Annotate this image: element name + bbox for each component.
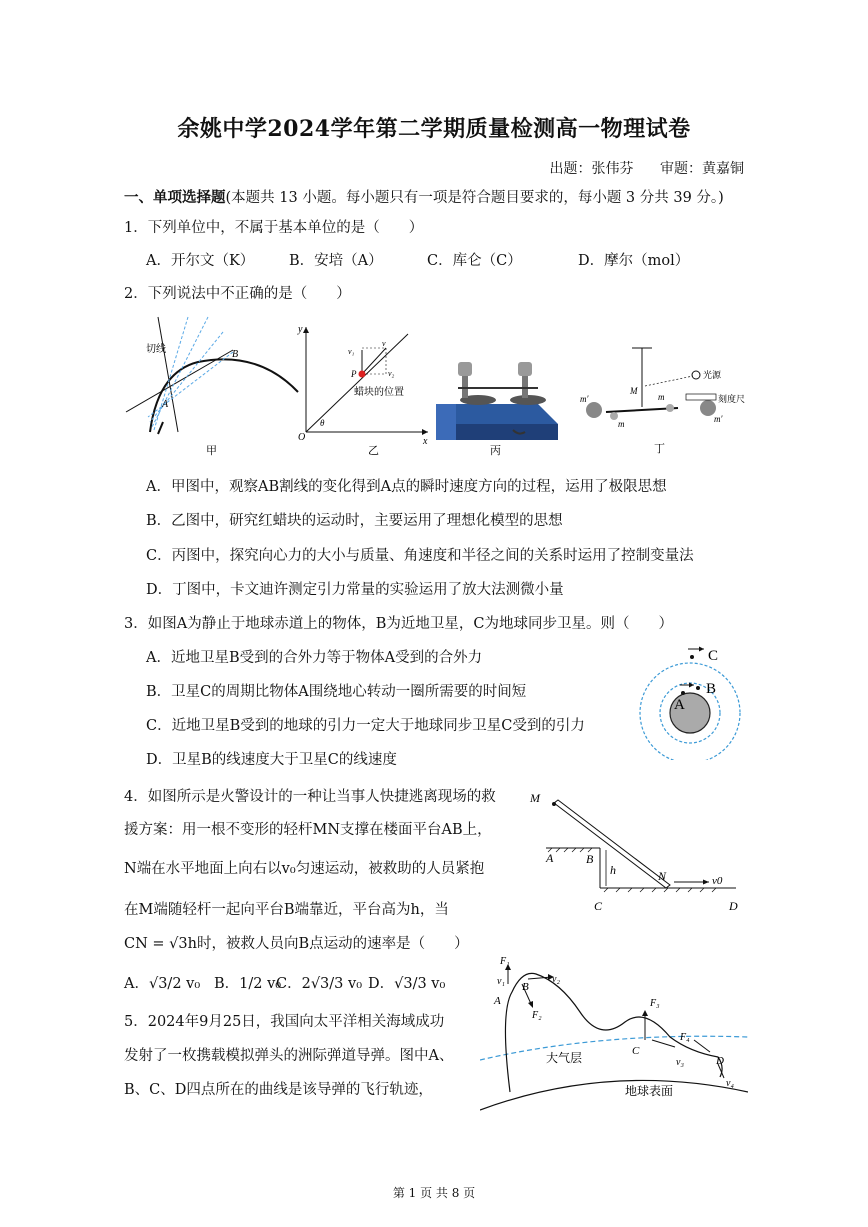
svg-text:B: B: [522, 981, 529, 993]
svg-text:F₃: F₃: [650, 998, 660, 1009]
author: 出题：张伟芬: [549, 161, 634, 177]
fig4-B: B: [586, 852, 594, 866]
q3-option-a: A．近地卫星B受到的合外力等于物体A受到的合外力: [146, 650, 483, 666]
q1-option-d: D．摩尔（mol）: [578, 253, 690, 269]
svg-text:A: A: [494, 995, 501, 1007]
svg-text:v₂: v₂: [388, 369, 395, 378]
q3-stem: 3．如图A为静止于地球赤道上的物体，B为近地卫星，C为地球同步卫星。则（ ）: [124, 616, 673, 632]
section-heading: [124, 186, 724, 207]
fig4-C: C: [594, 899, 603, 913]
figure-bing: [436, 362, 558, 457]
q1-option-c: C．库仑（C）: [427, 253, 522, 269]
fig4-M: M: [530, 791, 540, 805]
q4-option-b: B．1/2 v₀: [214, 976, 282, 992]
q2-option-a: A．甲图中，观察AB割线的变化得到A点的瞬时速度方向的过程，运用了极限思想: [146, 479, 667, 495]
fig4-A: A: [546, 851, 554, 865]
svg-text:v₄: v₄: [726, 1078, 734, 1089]
q3-option-c: C．近地卫星B受到的地球的引力一定大于地球同步卫星C受到的引力: [146, 718, 585, 734]
figure-ding: [580, 348, 745, 455]
label-jia: 甲: [206, 445, 217, 457]
figure-yi: [297, 324, 428, 457]
svg-text:y: y: [298, 324, 303, 335]
svg-text:B: B: [232, 349, 239, 360]
fig-label-b: B: [706, 681, 717, 697]
label-kedu: 刻度尺: [718, 394, 746, 404]
q2-option-b: B．乙图中，研究红蜡块的运动时，主要运用了理想化模型的思想: [146, 513, 563, 529]
svg-text:v₂: v₂: [552, 974, 560, 985]
svg-text:x: x: [423, 436, 428, 447]
fig4-D: D: [729, 899, 738, 913]
fig4-h: h: [610, 863, 616, 877]
fig-label-a: A: [674, 697, 685, 713]
label-laz: 蜡块的位置: [354, 387, 404, 398]
q3-orbit-figure: [630, 640, 750, 760]
q2-stem: 2．下列说法中不正确的是（ ）: [124, 286, 351, 302]
q4-option-a: A．√3/2 v₀: [124, 976, 201, 992]
svg-text:v₁: v₁: [497, 976, 505, 987]
page-footer: 第 1 页 共 8 页: [392, 1186, 476, 1200]
svg-text:v: v: [382, 339, 386, 348]
q4-line4: 在M端随轻杆一起向平台B端靠近，平台高为h，当: [124, 902, 449, 918]
q4-line5: CN = √3h时，被救人员向B点运动的速率是（ ）: [124, 936, 469, 952]
svg-text:m: m: [618, 419, 625, 429]
q1-option-a: A．开尔文（K）: [146, 253, 255, 269]
fig5-atmosphere: 大气层: [546, 1051, 583, 1065]
q1-option-b: B．安培（A）: [289, 253, 383, 269]
label-yi: 乙: [368, 445, 379, 457]
q3-option-d: D．卫星B的线速度大于卫星C的线速度: [146, 752, 397, 768]
svg-text:m′: m′: [580, 394, 589, 404]
section-note: (本题共 13 小题。每小题只有一项是符合题目要求的，每小题 3 分共 39 分。): [225, 190, 724, 206]
q4-line1: 4．如图所示是火警设计的一种让当事人快捷逃离现场的救: [124, 789, 496, 805]
q2-option-d: D．丁图中，卡文迪许测定引力常量的实验运用了放大法测微小量: [146, 582, 564, 598]
q5-line3: B、C、D四点所在的曲线是该导弹的飞行轨迹，: [124, 1082, 433, 1098]
label-qiexian: 切线: [146, 344, 166, 355]
fig-label-c: C: [708, 648, 719, 664]
svg-text:F₄: F₄: [680, 1032, 690, 1043]
label-ding: 丁: [654, 443, 665, 455]
svg-text:A: A: [162, 399, 169, 410]
section-title: 一、单项选择题: [124, 189, 226, 206]
fig4-N: N: [658, 869, 667, 883]
q4-option-c: C．2√3/3 v₀: [276, 976, 363, 992]
svg-text:M: M: [630, 386, 638, 396]
svg-text:F₁: F₁: [500, 956, 510, 967]
author-line: [528, 158, 744, 178]
reviewer: 审题：黄嘉铜: [660, 161, 744, 177]
q4-ladder-figure: [524, 788, 749, 916]
svg-text:θ: θ: [320, 418, 325, 428]
svg-text:P: P: [351, 369, 357, 379]
fig4-v0: v0: [712, 875, 723, 887]
label-bing: 丙: [490, 445, 501, 457]
svg-text:O: O: [298, 432, 306, 443]
svg-text:m′: m′: [714, 414, 723, 424]
q4-line2: 援方案：用一根不变形的轻杆MN支撑在楼面平台AB上，: [124, 822, 492, 838]
fig5-surface: 地球表面: [625, 1084, 674, 1098]
svg-text:v₃: v₃: [676, 1057, 684, 1068]
page-title: 余姚中学2024学年第二学期质量检测高一物理试卷: [177, 116, 691, 142]
svg-text:D: D: [716, 1055, 724, 1067]
q2-figures: [118, 312, 748, 462]
q5-trajectory-figure: [480, 952, 748, 1112]
q4-line3: N端在水平地面上向右以v₀匀速运动，被救助的人员紧抱: [124, 861, 485, 877]
q5-line1: 5．2024年9月25日，我国向太平洋相关海域成功: [124, 1014, 445, 1030]
q1-stem: 1．下列单位中，不属于基本单位的是（ ）: [124, 220, 424, 236]
svg-text:m: m: [658, 392, 665, 402]
svg-text:F₂: F₂: [532, 1010, 542, 1021]
q4-option-d: D．√3/3 v₀: [368, 976, 446, 992]
svg-text:v₁: v₁: [348, 347, 355, 356]
label-guangyuan: 光源: [703, 370, 722, 380]
q2-option-c: C．丙图中，探究向心力的大小与质量、角速度和半径之间的关系时运用了控制变量法: [146, 548, 694, 564]
q3-option-b: B．卫星C的周期比物体A围绕地心转动一圈所需要的时间短: [146, 684, 527, 700]
svg-text:C: C: [632, 1045, 640, 1057]
figure-jia: [126, 317, 298, 457]
q5-line2: 发射了一枚携载模拟弹头的洲际弹道导弹。图中A、: [124, 1048, 454, 1064]
